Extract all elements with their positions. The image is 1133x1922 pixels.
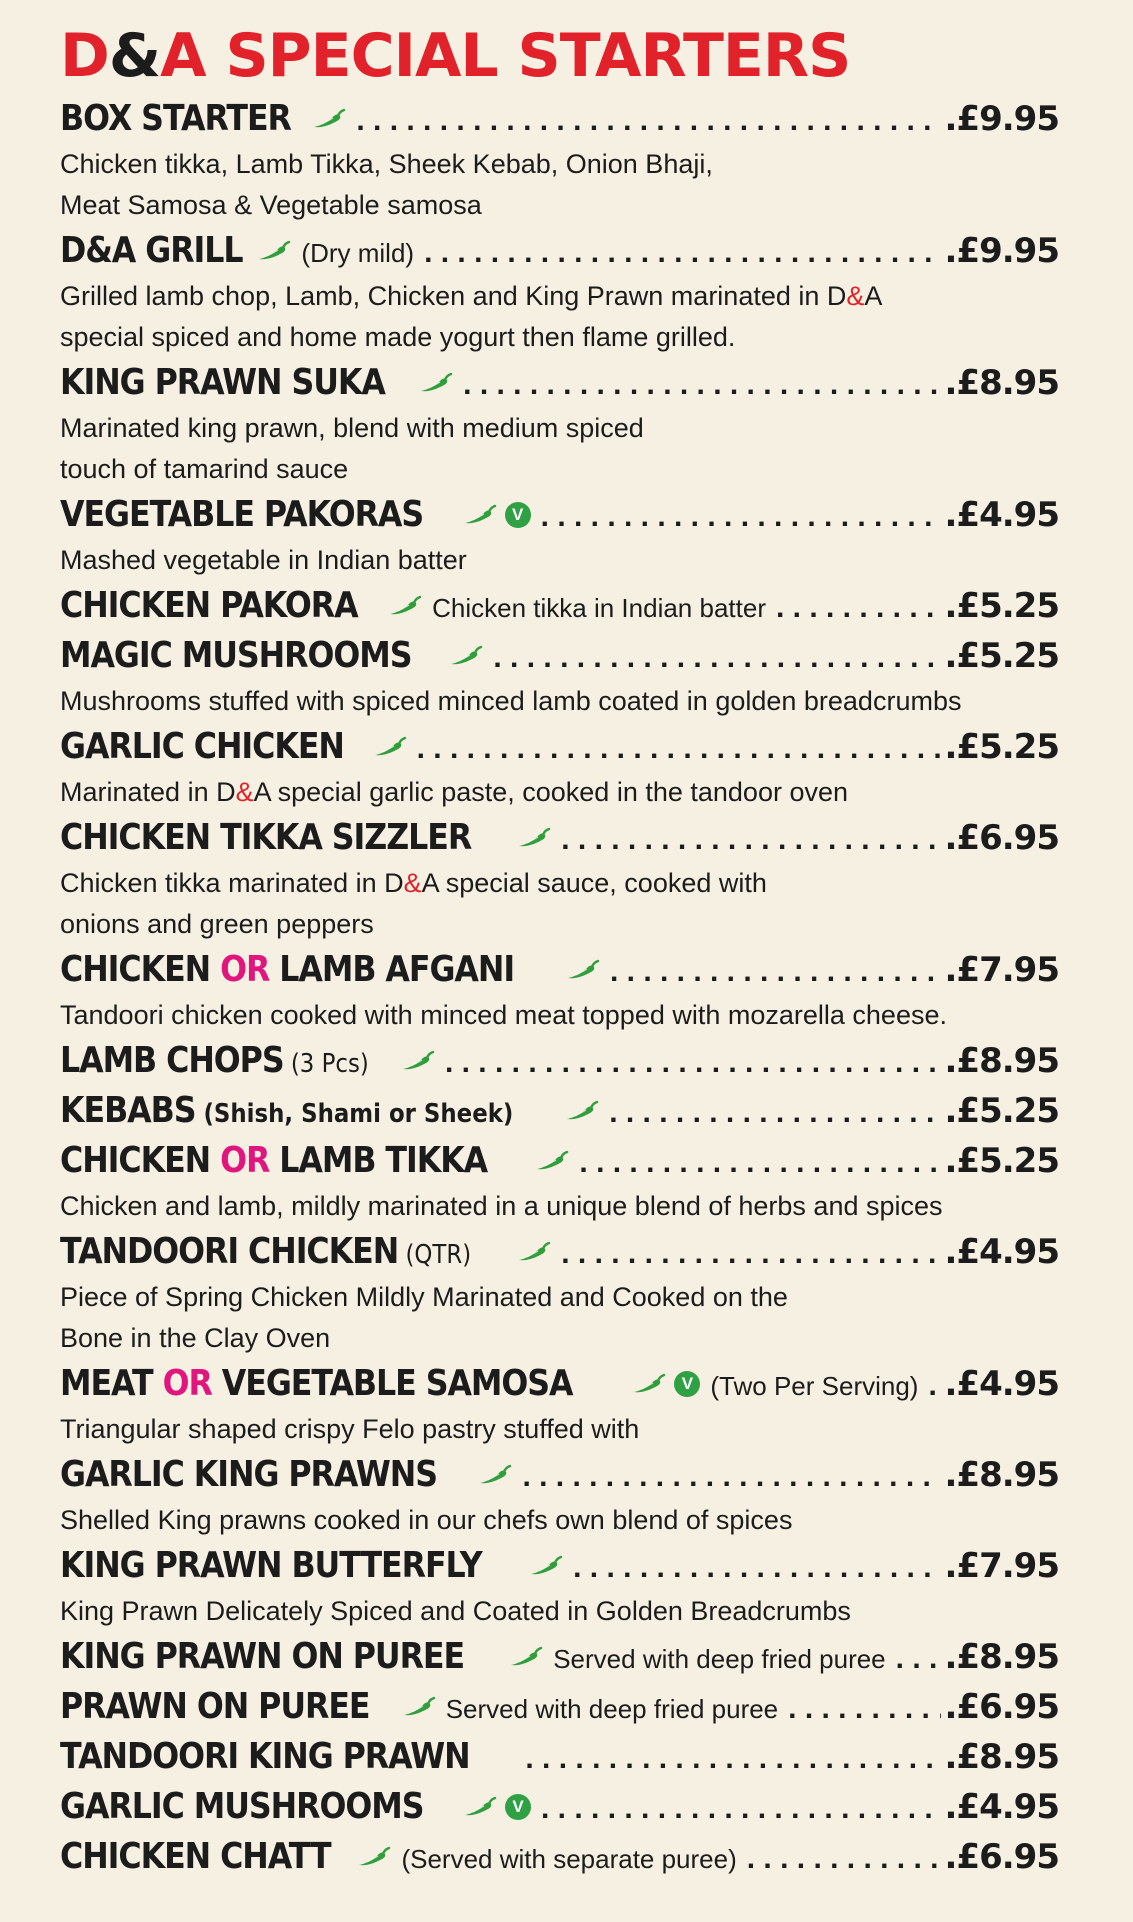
menu-item	[60, 1359, 1059, 1449]
item-name	[60, 490, 423, 540]
item-description: Piece of Spring Chicken Mildly Marinated and Cooked on the	[60, 1282, 788, 1312]
green-chili-icon	[388, 595, 422, 617]
item-description: Marinated in D&A special garlic paste, cooked in the tandoor oven	[60, 777, 849, 807]
item-description: Mushrooms stuffed with spiced minced lamb coated in golden breadcrumbs	[60, 686, 962, 716]
vegetarian-icon: V	[674, 1371, 700, 1397]
menu-item-heading	[60, 1632, 1059, 1682]
item-name	[60, 1136, 487, 1186]
menu-item	[60, 490, 1059, 580]
item-description: Grilled lamb chop, Lamb, Chicken and King Prawn marinated in D&A	[60, 281, 883, 311]
item-icons	[312, 108, 346, 130]
menu-item	[60, 1227, 1059, 1358]
item-name	[60, 813, 471, 863]
item-price: .£5.25	[944, 586, 1059, 626]
menu-item	[60, 1632, 1059, 1682]
dot-leader	[561, 815, 940, 865]
menu-item	[60, 1832, 1059, 1882]
item-name	[60, 722, 344, 772]
menu-title: D&A SPECIAL STARTERS	[60, 21, 851, 91]
item-name-text: GARLIC KING PRAWNS	[60, 1454, 438, 1495]
item-price: .£8.95	[944, 1637, 1059, 1677]
dot-leader	[561, 1229, 940, 1279]
item-price: .£4.95	[944, 1787, 1059, 1827]
item-name	[60, 1832, 331, 1882]
item-name-part: MEAT	[60, 1363, 163, 1404]
menu-item-heading	[60, 1227, 1059, 1277]
or-connector: OR	[220, 1140, 270, 1181]
menu-item	[60, 1086, 1059, 1136]
item-note: (Served with separate puree)	[401, 1844, 737, 1874]
dot-leader	[417, 724, 941, 774]
item-description: Chicken tikka, Lamb Tikka, Sheek Kebab, Onion Bhaji,	[60, 149, 713, 179]
item-name-text: PRAWN ON PUREE	[60, 1686, 370, 1727]
item-icons	[257, 240, 291, 262]
menu-item-heading	[60, 1136, 1059, 1186]
item-name-text: BOX STARTER	[60, 98, 291, 139]
item-price: .£5.25	[944, 1091, 1059, 1131]
menu-item	[60, 1782, 1059, 1832]
item-name-text: TANDOORI CHICKEN	[60, 1231, 399, 1272]
vegetarian-icon: V	[505, 502, 531, 528]
green-chili-icon	[509, 1646, 543, 1668]
item-description: Meat Samosa & Vegetable samosa	[60, 190, 482, 220]
item-icons	[463, 502, 531, 528]
green-chili-icon	[357, 1846, 391, 1868]
menu-item-heading	[60, 1450, 1059, 1500]
green-chili-icon	[312, 108, 346, 130]
dot-leader	[493, 633, 940, 683]
item-price: .£8.95	[944, 1737, 1059, 1777]
dot-leader	[525, 1734, 940, 1784]
menu-item	[60, 581, 1059, 631]
item-name-text: LAMB CHOPS	[60, 1040, 284, 1081]
item-name-text: D&A GRILL	[60, 230, 243, 271]
menu-item-heading	[60, 581, 1059, 631]
vegetarian-icon: V	[505, 1794, 531, 1820]
item-price: .£9.95	[944, 231, 1059, 271]
menu-item-heading	[60, 1682, 1059, 1732]
item-name	[60, 1359, 573, 1409]
dot-leader	[573, 1543, 940, 1593]
dot-leader	[788, 1684, 940, 1734]
menu-item-heading	[60, 945, 1059, 995]
item-description: King Prawn Delicately Spiced and Coated in Golden Breadcrumbs	[60, 1596, 851, 1626]
menu-item	[60, 1036, 1059, 1086]
item-name	[60, 1732, 470, 1782]
item-icons	[478, 1464, 512, 1486]
menu-item-heading	[60, 1086, 1059, 1136]
item-icons	[535, 1150, 569, 1172]
item-icons	[388, 595, 422, 617]
item-description: special spiced and home made yogurt then flame grilled.	[60, 322, 736, 352]
item-description: touch of tamarind sauce	[60, 454, 349, 484]
item-name-part: CHICKEN	[60, 949, 221, 990]
item-icons	[373, 736, 407, 758]
item-name	[60, 1227, 471, 1280]
item-price: .£4.95	[944, 1232, 1059, 1272]
menu-item-heading	[60, 813, 1059, 863]
or-connector: OR	[162, 1363, 212, 1404]
dot-leader	[579, 1138, 940, 1188]
item-name-text: VEGETABLE PAKORAS	[60, 494, 424, 535]
menu-item-heading	[60, 1732, 1059, 1782]
menu-item	[60, 226, 1059, 357]
dot-leader	[541, 492, 941, 542]
item-name	[60, 1682, 370, 1732]
dot-leader	[522, 1452, 940, 1502]
menu-item	[60, 945, 1059, 1035]
item-name	[60, 1036, 369, 1089]
item-price: .£5.25	[944, 636, 1059, 676]
green-chili-icon	[535, 1150, 569, 1172]
menu-item	[60, 631, 1059, 721]
item-icons	[565, 1100, 599, 1122]
item-price: .£8.95	[944, 1455, 1059, 1495]
item-name-text: CHICKEN CHATT	[60, 1836, 331, 1877]
item-icons	[402, 1696, 436, 1718]
item-price: .£4.95	[944, 1364, 1059, 1404]
dot-leader	[356, 96, 940, 146]
item-description: Mashed vegetable in Indian batter	[60, 545, 467, 575]
item-note: Served with deep fried puree	[553, 1644, 886, 1674]
green-chili-icon	[565, 1100, 599, 1122]
item-name-text: CHICKEN PAKORA	[60, 585, 358, 626]
green-chili-icon	[401, 1050, 435, 1072]
item-name	[60, 945, 514, 995]
menu-item	[60, 1450, 1059, 1540]
dot-leader	[776, 583, 941, 633]
item-icons	[566, 959, 600, 981]
item-name-text: MAGIC MUSHROOMS	[60, 635, 412, 676]
item-price: .£5.25	[944, 1141, 1059, 1181]
menu-item-heading	[60, 226, 1059, 276]
item-name-suffix: (Shish, Shami or Sheek)	[195, 1099, 514, 1129]
menu-item-heading	[60, 1541, 1059, 1591]
item-price: .£8.95	[944, 363, 1059, 403]
item-icons	[463, 1794, 531, 1820]
green-chili-icon	[449, 645, 483, 667]
item-icons	[449, 645, 483, 667]
item-name	[60, 94, 291, 144]
item-price: .£9.95	[944, 99, 1059, 139]
item-price: .£7.95	[944, 950, 1059, 990]
item-name-text: TANDOORI KING PRAWN	[60, 1736, 470, 1777]
item-icons	[419, 372, 453, 394]
green-chili-icon	[373, 736, 407, 758]
item-note: Chicken tikka in Indian batter	[432, 593, 766, 623]
dot-leader	[747, 1834, 941, 1884]
item-description: Triangular shaped crispy Felo pastry stuffed with	[60, 1414, 640, 1444]
item-name-text: KING PRAWN ON PUREE	[60, 1636, 465, 1677]
item-icons	[509, 1646, 543, 1668]
green-chili-icon	[257, 240, 291, 262]
item-note: (Two Per Serving)	[710, 1371, 919, 1401]
item-name-text: CHICKEN TIKKA SIZZLER	[60, 817, 472, 858]
item-name-part: LAMB TIKKA	[269, 1140, 488, 1181]
menu-item	[60, 722, 1059, 812]
dot-leader	[445, 1038, 941, 1088]
item-name	[60, 1541, 482, 1591]
dot-leader	[609, 1088, 940, 1138]
item-name	[60, 1086, 513, 1139]
item-name-text: KEBABS	[60, 1090, 196, 1131]
item-icons	[517, 827, 551, 849]
item-name-part: LAMB AFGANI	[269, 949, 515, 990]
menu-item-heading	[60, 358, 1059, 408]
item-name-text: GARLIC CHICKEN	[60, 726, 344, 767]
dot-leader	[928, 1361, 940, 1411]
dot-leader	[424, 228, 940, 278]
item-description: Marinated king prawn, blend with medium spiced	[60, 413, 644, 443]
menu-item-heading	[60, 1359, 1059, 1409]
item-price: .£7.95	[944, 1546, 1059, 1586]
menu-item-heading	[60, 722, 1059, 772]
item-description: Bone in the Clay Oven	[60, 1323, 331, 1353]
item-name	[60, 1782, 423, 1832]
green-chili-icon	[517, 1241, 551, 1263]
item-description: Shelled King prawns cooked in our chefs own blend of spices	[60, 1505, 793, 1535]
ampersand-accent: &	[846, 281, 865, 311]
item-name-suffix: (QTR)	[398, 1240, 472, 1270]
item-description: onions and green peppers	[60, 909, 374, 939]
menu-item	[60, 1682, 1059, 1732]
item-name-part: CHICKEN	[60, 1140, 221, 1181]
green-chili-icon	[478, 1464, 512, 1486]
item-description: Chicken and lamb, mildly marinated in a unique blend of herbs and spices	[60, 1191, 943, 1221]
dot-leader	[610, 947, 941, 997]
green-chili-icon	[463, 1796, 497, 1818]
item-description: Tandoori chicken cooked with minced meat topped with mozarella cheese.	[60, 1000, 947, 1030]
item-icons	[401, 1050, 435, 1072]
green-chili-icon	[419, 372, 453, 394]
menu-item	[60, 358, 1059, 489]
menu-item	[60, 813, 1059, 944]
dot-leader	[896, 1634, 941, 1684]
item-name-text: KING PRAWN SUKA	[60, 362, 385, 403]
green-chili-icon	[517, 827, 551, 849]
item-name	[60, 1450, 437, 1500]
green-chili-icon	[632, 1373, 666, 1395]
menu-item-heading	[60, 1832, 1059, 1882]
item-price: .£5.25	[944, 727, 1059, 767]
menu-item-heading	[60, 631, 1059, 681]
menu-item-heading	[60, 94, 1059, 144]
menu-item	[60, 1732, 1059, 1782]
item-icons	[632, 1371, 700, 1397]
or-connector: OR	[220, 949, 270, 990]
green-chili-icon	[566, 959, 600, 981]
menu-item-heading	[60, 490, 1059, 540]
item-note: (Dry mild)	[301, 238, 415, 268]
item-name	[60, 226, 243, 276]
item-name-suffix: (3 Pcs)	[283, 1049, 369, 1079]
menu-items	[60, 94, 1059, 1882]
item-description: Chicken tikka marinated in D&A special sauce, cooked with	[60, 868, 767, 898]
item-price: .£8.95	[944, 1041, 1059, 1081]
item-name	[60, 1632, 464, 1682]
menu-item	[60, 1136, 1059, 1226]
menu-item	[60, 94, 1059, 225]
item-name	[60, 631, 411, 681]
ampersand-accent: &	[235, 777, 254, 807]
green-chili-icon	[402, 1696, 436, 1718]
item-name-part: VEGETABLE SAMOSA	[211, 1363, 573, 1404]
item-icons	[517, 1241, 551, 1263]
item-name	[60, 581, 358, 631]
dot-leader	[541, 1784, 941, 1834]
item-price: .£6.95	[944, 818, 1059, 858]
item-price: .£6.95	[944, 1687, 1059, 1727]
item-price: .£4.95	[944, 495, 1059, 535]
item-icons	[357, 1846, 391, 1868]
dot-leader	[463, 360, 940, 410]
green-chili-icon	[529, 1555, 563, 1577]
ampersand-accent: &	[403, 868, 422, 898]
menu-item-heading	[60, 1782, 1059, 1832]
green-chili-icon	[463, 504, 497, 526]
item-name-text: GARLIC MUSHROOMS	[60, 1786, 424, 1827]
item-icons	[529, 1555, 563, 1577]
menu-item	[60, 1541, 1059, 1631]
item-name	[60, 358, 385, 408]
item-price: .£6.95	[944, 1837, 1059, 1877]
menu-item-heading	[60, 1036, 1059, 1086]
item-note: Served with deep fried puree	[445, 1694, 779, 1724]
item-name-text: KING PRAWN BUTTERFLY	[60, 1545, 482, 1586]
